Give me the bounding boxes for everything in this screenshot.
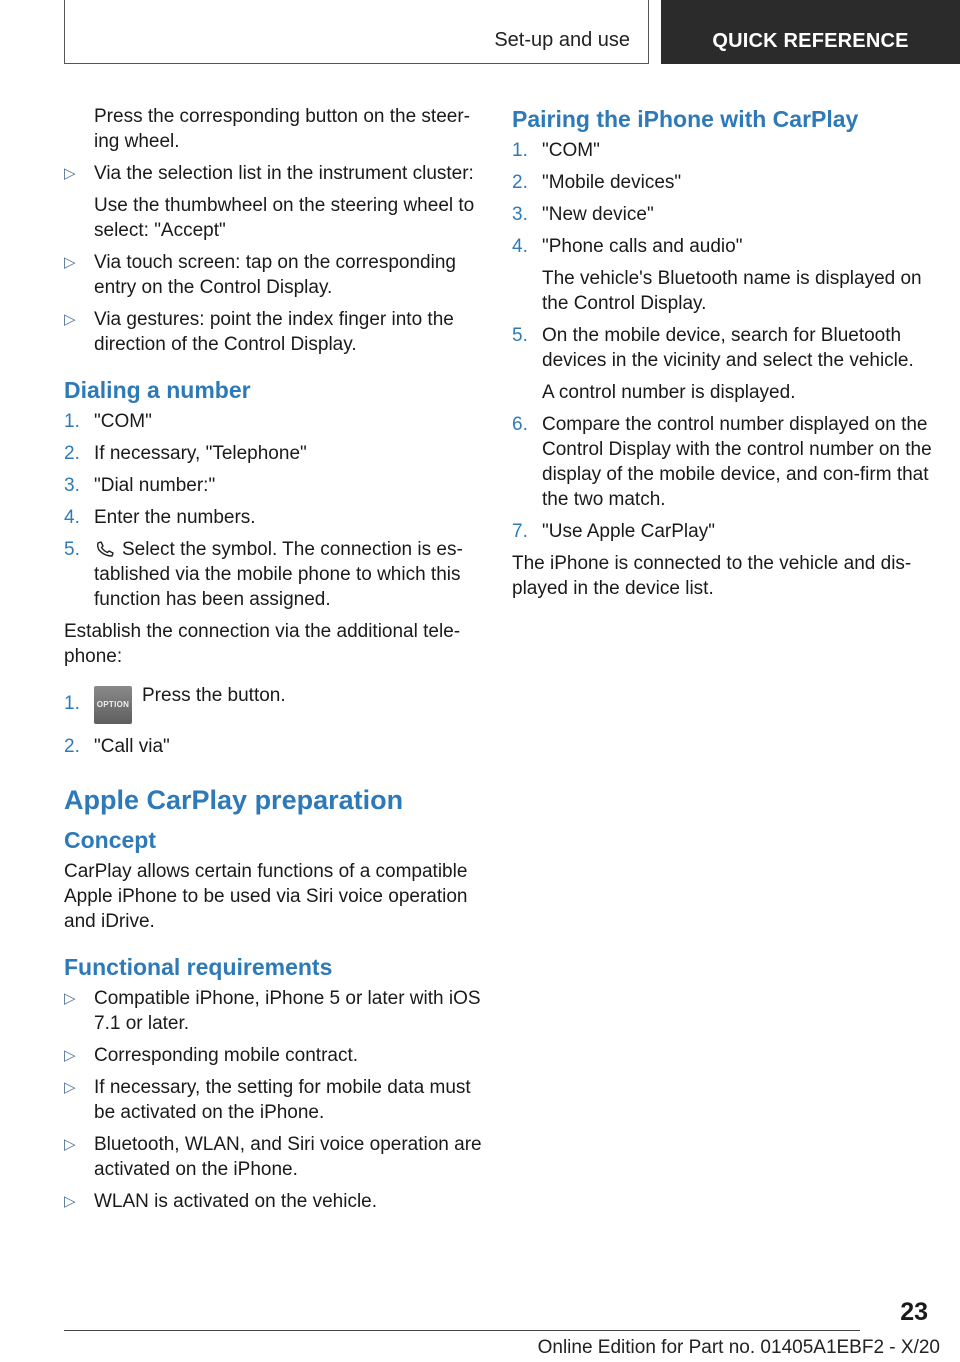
list-item-sub: Use the thumbwheel on the steering wheel to select: "Accept" — [94, 195, 475, 241]
step-number: 3. — [64, 475, 80, 496]
step-text: "Call via" — [94, 736, 170, 757]
list-item — [64, 1075, 484, 1125]
header-section-box — [64, 0, 649, 64]
step-text: Enter the numbers. — [94, 507, 256, 528]
list-item — [512, 519, 932, 544]
list-item-text: Corresponding mobile contract. — [94, 1045, 359, 1066]
list-item-text: If necessary, the setting for mobile data must be activated on the iPhone. — [94, 1077, 471, 1123]
step-number: 4. — [512, 236, 528, 257]
page-number: 23 — [900, 1298, 928, 1326]
list-item-text: Via gestures: point the index finger into the direction of the Control Display. — [94, 309, 454, 355]
list-item — [64, 986, 484, 1036]
triangle-bullet-icon: ▷ — [64, 1193, 76, 1210]
step-number: 4. — [64, 507, 80, 528]
triangle-bullet-icon: ▷ — [64, 254, 76, 271]
step-text: "COM" — [542, 140, 600, 161]
option-button-icon: OPTION — [94, 686, 132, 724]
list-item — [64, 505, 484, 530]
list-item — [64, 1132, 484, 1182]
additional-phone-text: Establish the connection via the additional tele-phone: — [64, 621, 461, 667]
step-number: 5. — [64, 539, 80, 560]
step-text: On the mobile device, search for Bluetooth devices in the vicinity and select the vehicle. — [542, 325, 914, 371]
pairing-steps — [512, 138, 932, 544]
step-text: "New device" — [542, 204, 654, 225]
step-text: "Mobile devices" — [542, 172, 682, 193]
step-number: 5. — [512, 325, 528, 346]
step-text: "COM" — [94, 411, 152, 432]
list-item — [512, 234, 932, 316]
list-item — [64, 734, 484, 759]
step-text: If necessary, "Telephone" — [94, 443, 307, 464]
list-item — [64, 683, 484, 724]
step-number: 3. — [512, 204, 528, 225]
closing-text: The iPhone is connected to the vehicle and dis-played in the device list. — [512, 553, 912, 599]
list-item-text: Via the selection list in the instrument cluster: — [94, 163, 474, 184]
list-item — [64, 473, 484, 498]
pairing-heading: Pairing the iPhone with CarPlay — [512, 106, 859, 132]
step-text: "Phone calls and audio" — [542, 236, 743, 257]
triangle-bullet-icon: ▷ — [64, 1136, 76, 1153]
list-item — [512, 170, 932, 195]
triangle-bullet-icon: ▷ — [64, 165, 76, 182]
step-text: "Dial number:" — [94, 475, 216, 496]
requirements-list — [64, 986, 484, 1214]
step-number: 2. — [64, 443, 80, 464]
list-item-text: WLAN is activated on the vehicle. — [94, 1191, 378, 1212]
header-tab-quick-reference[interactable] — [661, 0, 960, 64]
list-item — [64, 161, 484, 243]
selection-methods-list — [64, 161, 484, 357]
step-number: 1. — [64, 693, 80, 714]
header-section-title: Set-up and use — [494, 29, 630, 51]
concept-text: CarPlay allows certain functions of a compatible Apple iPhone to be used via Siri voice operation and iDrive. — [64, 861, 468, 932]
list-item — [64, 409, 484, 434]
list-item — [64, 537, 484, 612]
list-item — [64, 1043, 484, 1068]
phone-handset-icon — [94, 540, 116, 558]
step-number: 2. — [512, 172, 528, 193]
header-tab-label: QUICK REFERENCE — [712, 30, 909, 52]
list-item — [512, 138, 932, 163]
dialing-steps — [64, 409, 484, 612]
step-sub: A control number is displayed. — [542, 382, 796, 403]
concept-heading: Concept — [64, 827, 156, 853]
step-number: 2. — [64, 736, 80, 757]
list-item-text: Compatible iPhone, iPhone 5 or later with iOS 7.1 or later. — [94, 988, 481, 1034]
additional-phone-steps — [64, 683, 484, 759]
footer-edition: Online Edition for Part no. 01405A1EBF2 - X/20 — [537, 1337, 940, 1358]
list-item — [64, 307, 484, 357]
list-item — [512, 202, 932, 227]
intro-continuation: Press the corresponding button on the steer-ing wheel. — [94, 106, 471, 152]
list-item-text: Via touch screen: tap on the corresponding entry on the Control Display. — [94, 252, 456, 298]
step-text: "Use Apple CarPlay" — [542, 521, 715, 542]
left-column — [64, 104, 484, 1221]
step-number: 7. — [512, 521, 528, 542]
list-item — [512, 412, 932, 512]
list-item — [512, 323, 932, 405]
dialing-heading: Dialing a number — [64, 377, 251, 403]
list-item — [64, 250, 484, 300]
step-sub: The vehicle's Bluetooth name is displayed on the Control Display. — [542, 268, 922, 314]
step-text: Compare the control number displayed on the Control Display with the control number on the display of the mobile device, and con-firm that the two match. — [542, 414, 932, 510]
list-item — [64, 441, 484, 466]
footer-divider — [64, 1330, 860, 1331]
carplay-heading: Apple CarPlay preparation — [64, 785, 404, 815]
right-column — [512, 104, 932, 608]
step-text: Press the button. — [142, 685, 286, 706]
triangle-bullet-icon: ▷ — [64, 990, 76, 1007]
triangle-bullet-icon: ▷ — [64, 1079, 76, 1096]
step-number: 1. — [64, 411, 80, 432]
requirements-heading: Functional requirements — [64, 954, 333, 980]
step-number: 6. — [512, 414, 528, 435]
step-text: Select the symbol. The connection is es-tablished via the mobile phone to which this function has been assigned. — [94, 539, 463, 610]
list-item-text: Bluetooth, WLAN, and Siri voice operation are activated on the iPhone. — [94, 1134, 482, 1180]
list-item — [64, 1189, 484, 1214]
triangle-bullet-icon: ▷ — [64, 311, 76, 328]
step-number: 1. — [512, 140, 528, 161]
triangle-bullet-icon: ▷ — [64, 1047, 76, 1064]
